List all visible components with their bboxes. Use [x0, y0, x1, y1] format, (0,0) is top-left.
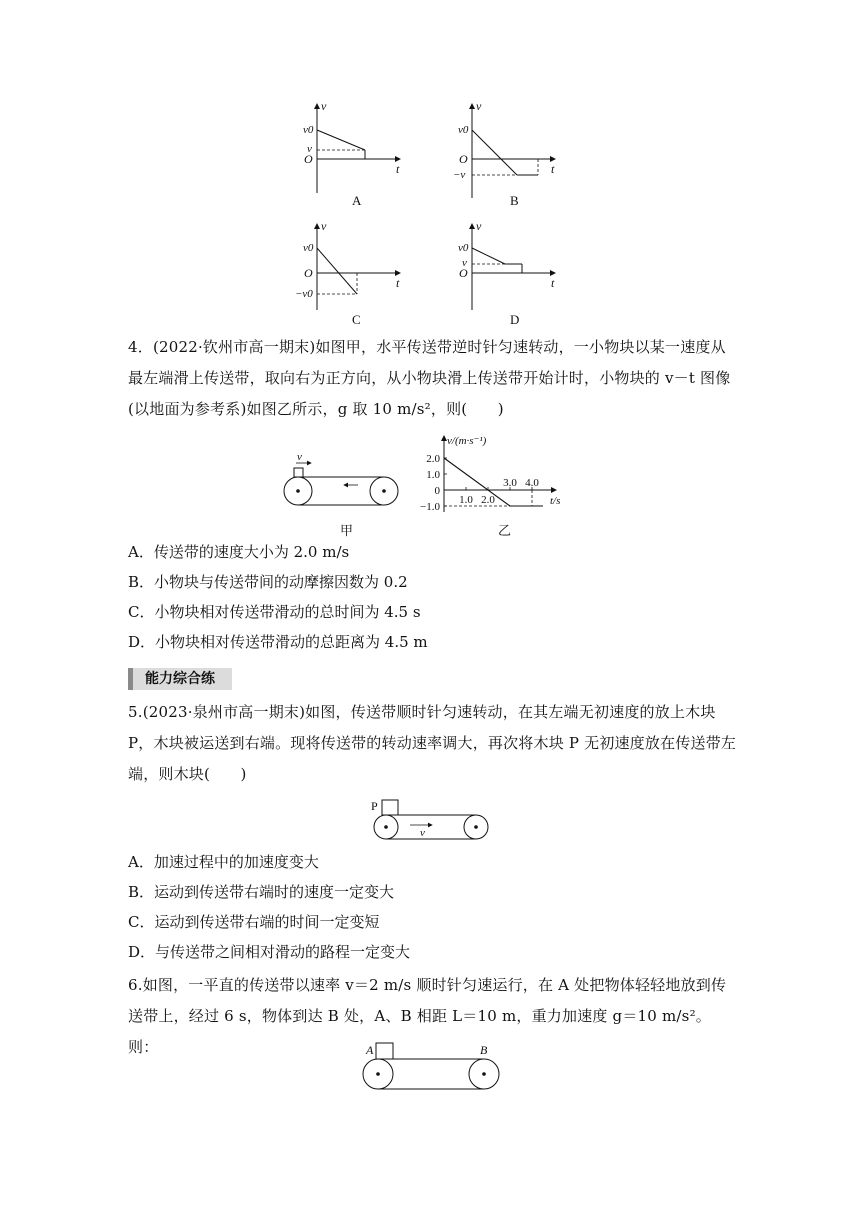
graph-c-t-axis: t: [396, 276, 400, 290]
graph-b-origin: O: [459, 152, 468, 166]
q5-option-b[interactable]: B．运动到传送带右端时的速度一定变大: [128, 883, 395, 901]
graph-b-v-axis: v: [476, 99, 482, 113]
graph-c-label: C: [352, 312, 361, 327]
q4-fig-jia-label: 甲: [340, 524, 354, 539]
yi-x-tick-label: 2.0: [481, 494, 495, 506]
yi-y-tick-label: 1.0: [426, 469, 440, 481]
yi-x-tick-label: 1.0: [459, 494, 473, 506]
yi-y-tick-label: 0: [434, 485, 440, 497]
q4-belt-v: v: [297, 451, 302, 463]
graph-a-t-axis: t: [396, 162, 400, 176]
graph-c-neg-v0: −v0: [295, 288, 313, 300]
graph-b: [453, 99, 555, 208]
q4-option-c[interactable]: C．小物块相对传送带滑动的总时间为 4.5 s: [128, 603, 421, 621]
graph-c-origin: O: [304, 266, 313, 280]
yi-y-tick-label: −1.0: [420, 501, 440, 513]
yi-x-tick-label: 4.0: [525, 477, 539, 489]
q5-block-label: P: [371, 799, 378, 813]
yi-y-tick-label: 2.0: [426, 453, 440, 465]
q6-label-a: A: [366, 1043, 374, 1057]
q5-belt-v: v: [420, 827, 425, 839]
q4-vt-chart: [416, 432, 586, 522]
q5-block-p: [382, 800, 398, 815]
graph-c-v-axis: v: [321, 219, 327, 233]
q4-block: [294, 468, 303, 477]
q6-belt-figure: [356, 1040, 506, 1092]
graph-d-v0: v0: [458, 242, 469, 254]
graph-b-neg-v: −v: [453, 169, 466, 181]
graph-b-v0: v0: [458, 124, 469, 136]
q4-text: 4．(2022·钦州市高一期末)如图甲，水平传送带逆时针匀速转动，一小物块以某一速度从最左端滑上传送带，取向右为正方向，从小物块滑上传送带开始计时，小物块的 v－t 图像(以地面为参考系)如图乙所示，g 取 10 m/s²，则( ): [128, 338, 731, 418]
q4-option-a[interactable]: A．传送带的速度大小为 2.0 m/s: [128, 543, 350, 561]
q6-label-b: B: [480, 1043, 488, 1057]
q5-option-c[interactable]: C．运动到传送带右端的时间一定变短: [128, 913, 380, 931]
graph-c: [295, 219, 400, 327]
graph-d-v-axis: v: [476, 219, 482, 233]
graph-d-v: v: [462, 257, 467, 269]
q4-yi-ylabel: v/(m·s⁻¹): [447, 435, 487, 447]
section-heading: 能力综合练: [128, 668, 232, 690]
graph-a-v0: v0: [303, 124, 314, 136]
q6-text: 6.如图，一平直的传送带以速率 v＝2 m/s 顺时针匀速运行，在 A 处把物体轻轻地放到传送带上，经过 6 s，物体到达 B 处，A、B 相距 L＝10 m，重力加速度 g＝10 m/s²。则：: [128, 976, 727, 1056]
graph-c-v0: v0: [303, 242, 314, 254]
graph-d-origin: O: [459, 266, 468, 280]
q6-object: [376, 1043, 393, 1059]
q5-option-a[interactable]: A．加速过程中的加速度变大: [128, 853, 319, 871]
graph-d-label: D: [510, 312, 520, 327]
q4-option-b[interactable]: B．小物块与传送带间的动摩擦因数为 0.2: [128, 573, 408, 591]
graph-b-t-axis: t: [551, 162, 555, 176]
q5-belt-figure: [368, 796, 492, 842]
option-graphs: [290, 98, 570, 330]
graph-a-label: A: [352, 193, 362, 208]
graph-a-v: v: [307, 143, 312, 155]
graph-a-origin: O: [304, 152, 313, 166]
q4-option-d[interactable]: D．小物块相对传送带滑动的总距离为 4.5 m: [128, 633, 428, 651]
graph-b-label: B: [510, 193, 519, 208]
graph-a: [303, 99, 400, 208]
graph-a-v-axis: v: [321, 99, 327, 113]
q5-text: 5.(2023·泉州市高一期末)如图，传送带顺时针匀速转动，在其左端无初速度的放上木块 P，木块被运送到右端。现将传送带的转动速率调大，再次将木块 P 无初速度放在传送带左端，则木块( ): [128, 703, 737, 783]
q5-option-d[interactable]: D．与传送带之间相对滑动的路程一定变大: [128, 943, 411, 961]
graph-d-t-axis: t: [551, 276, 555, 290]
yi-x-axis-label: t/s: [550, 495, 561, 507]
yi-x-tick-label: 3.0: [503, 477, 517, 489]
graph-d: [458, 219, 555, 327]
q4-fig-yi-label: 乙: [498, 524, 512, 539]
q4-belt-figure: [276, 450, 406, 520]
